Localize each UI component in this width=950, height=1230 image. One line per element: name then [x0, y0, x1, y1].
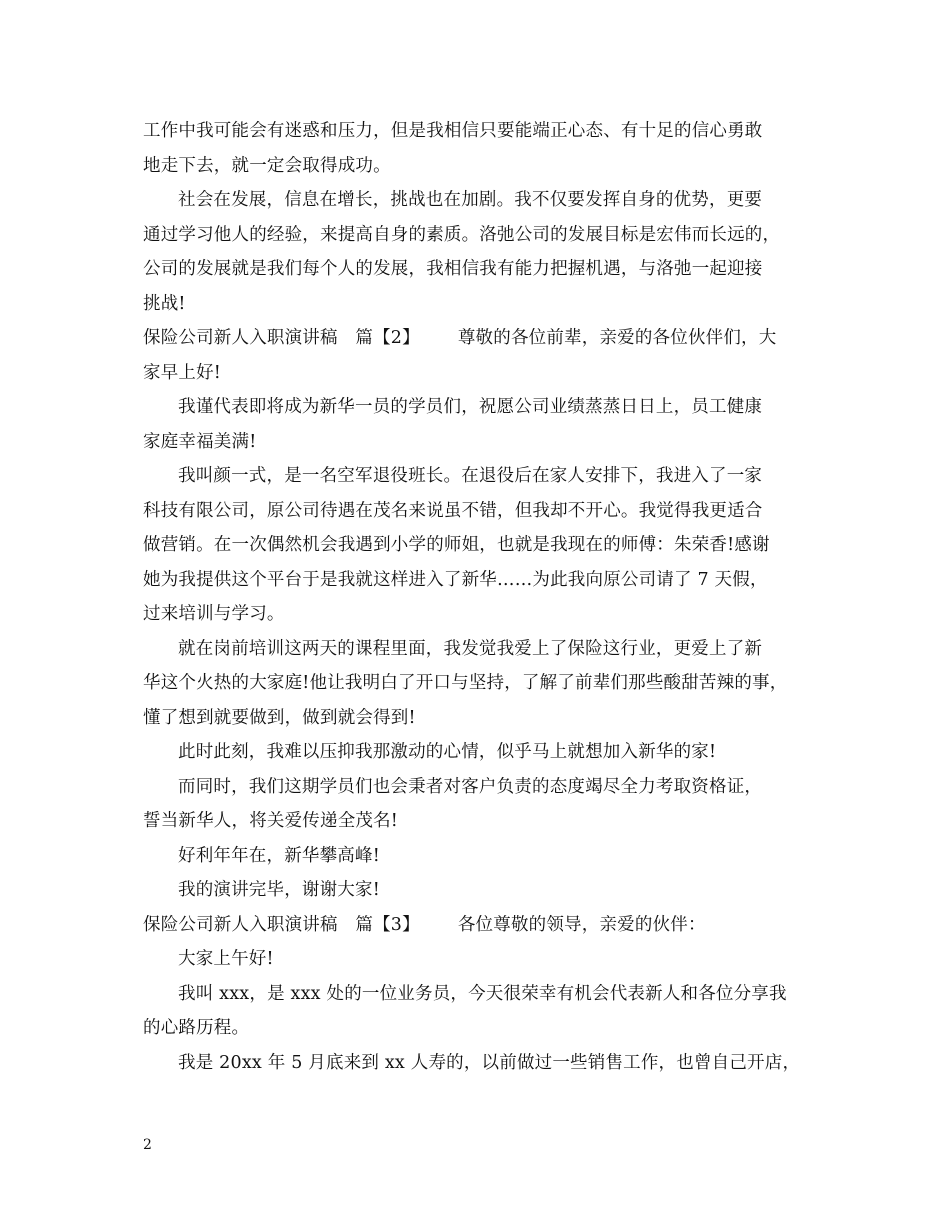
- line-text: 做营销。在一次偶然机会我遇到小学的师姐，也就是我现在的师傅：朱荣香!感谢: [143, 535, 770, 555]
- line-text: 她为我提供这个平台于是我就这样进入了新华……为此我向原公司请了 7 天假，: [143, 569, 768, 590]
- line-text: 我叫颜一式，是一名空军退役班长。在退役后在家人安排下，我进入了一家: [178, 466, 763, 486]
- text-line: [143, 114, 813, 149]
- line-text: 过来培训与学习。: [143, 604, 285, 624]
- line-text: 家早上好!: [143, 362, 222, 383]
- line-text: 各位尊敬的领导，亲爱的伙伴：: [457, 914, 706, 935]
- text-line: [143, 804, 813, 839]
- text-line: [143, 1011, 813, 1046]
- text-line: [143, 1046, 813, 1081]
- text-line: [143, 528, 813, 563]
- text-line: [143, 459, 813, 494]
- text-line: [143, 356, 813, 391]
- text-line: [143, 735, 813, 770]
- text-line: [143, 563, 813, 598]
- text-line: [143, 666, 813, 701]
- line-text: 而同时，我们这期学员们也会秉者对客户负责的态度竭尽全力考取资格证，: [178, 776, 763, 797]
- line-text: 大家上午好!: [178, 949, 274, 969]
- line-text: 家庭幸福美满!: [143, 431, 257, 452]
- line-text: 通过学习他人的经验，来提高自身的素质。洛弛公司的发展目标是宏伟而长远的，: [143, 224, 781, 245]
- text-line: [143, 632, 813, 667]
- text-line: [143, 390, 813, 425]
- line-text: 工作中我可能会有迷惑和压力，但是我相信只要能端正心态、有十足的信心勇敢: [143, 121, 763, 141]
- line-text: 我是 20xx 年 5 月底来到 xx 人寿的，以前做过一些销售工作，也曾自己开店，: [178, 1052, 801, 1073]
- line-text: 地走下去，就一定会取得成功。: [143, 155, 391, 176]
- text-line: [143, 252, 813, 287]
- text-line: [143, 977, 813, 1012]
- line-text: 挑战!: [143, 293, 186, 314]
- line-text: 好利年年在，新华攀高峰!: [178, 845, 380, 866]
- line-text: 誓当新华人，将关爱传递全茂名!: [143, 811, 399, 831]
- text-line: [143, 425, 813, 460]
- line-text: 科技有限公司，原公司待遇在茂名来说虽不错，但我却不开心。我觉得我更适合: [143, 500, 763, 521]
- line-text: 我谨代表即将成为新华一员的学员们，祝愿公司业绩蒸蒸日日上，员工健康: [178, 397, 763, 417]
- line-text: 懂了想到就要做到，做到就会得到!: [143, 707, 416, 728]
- text-line: [143, 494, 813, 529]
- line-text: 华这个火热的大家庭!他让我明白了开口与坚持，了解了前辈们那些酸甜苦辣的事，: [143, 673, 788, 693]
- section-title: 保险公司新人入职演讲稿 篇【3】: [143, 914, 420, 935]
- text-line: [143, 287, 813, 322]
- text-line: [143, 218, 813, 253]
- line-text: 尊敬的各位前辈，亲爱的各位伙伴们，大: [457, 328, 777, 348]
- line-text: 的心路历程。: [143, 1018, 250, 1038]
- text-line: [143, 839, 813, 874]
- text-line: [143, 873, 813, 908]
- document-body: [143, 114, 813, 1080]
- section-heading-line: [143, 321, 813, 356]
- line-text: 公司的发展就是我们每个人的发展，我相信我有能力把握机遇，与洛弛一起迎接: [143, 259, 763, 279]
- line-text: 就在岗前培训这两天的课程里面，我发觉我爱上了保险这行业，更爱上了新: [178, 638, 763, 659]
- text-line: [143, 183, 813, 218]
- section-title: 保险公司新人入职演讲稿 篇【2】: [143, 328, 420, 348]
- section-heading-line: [143, 908, 813, 943]
- line-text: 我的演讲完毕，谢谢大家!: [178, 880, 380, 900]
- text-line: [143, 701, 813, 736]
- line-text: 此时此刻，我难以压抑我那激动的心情，似乎马上就想加入新华的家!: [178, 742, 717, 762]
- text-line: [143, 770, 813, 805]
- page-number: 2: [143, 1137, 152, 1153]
- text-line: [143, 149, 813, 184]
- text-line: [143, 597, 813, 632]
- line-text: 我叫 xxx，是 xxx 处的一位业务员，今天很荣幸有机会代表新人和各位分享我: [178, 983, 787, 1004]
- text-line: [143, 942, 813, 977]
- line-text: 社会在发展，信息在增长，挑战也在加剧。我不仅要发挥自身的优势，更要: [178, 190, 763, 210]
